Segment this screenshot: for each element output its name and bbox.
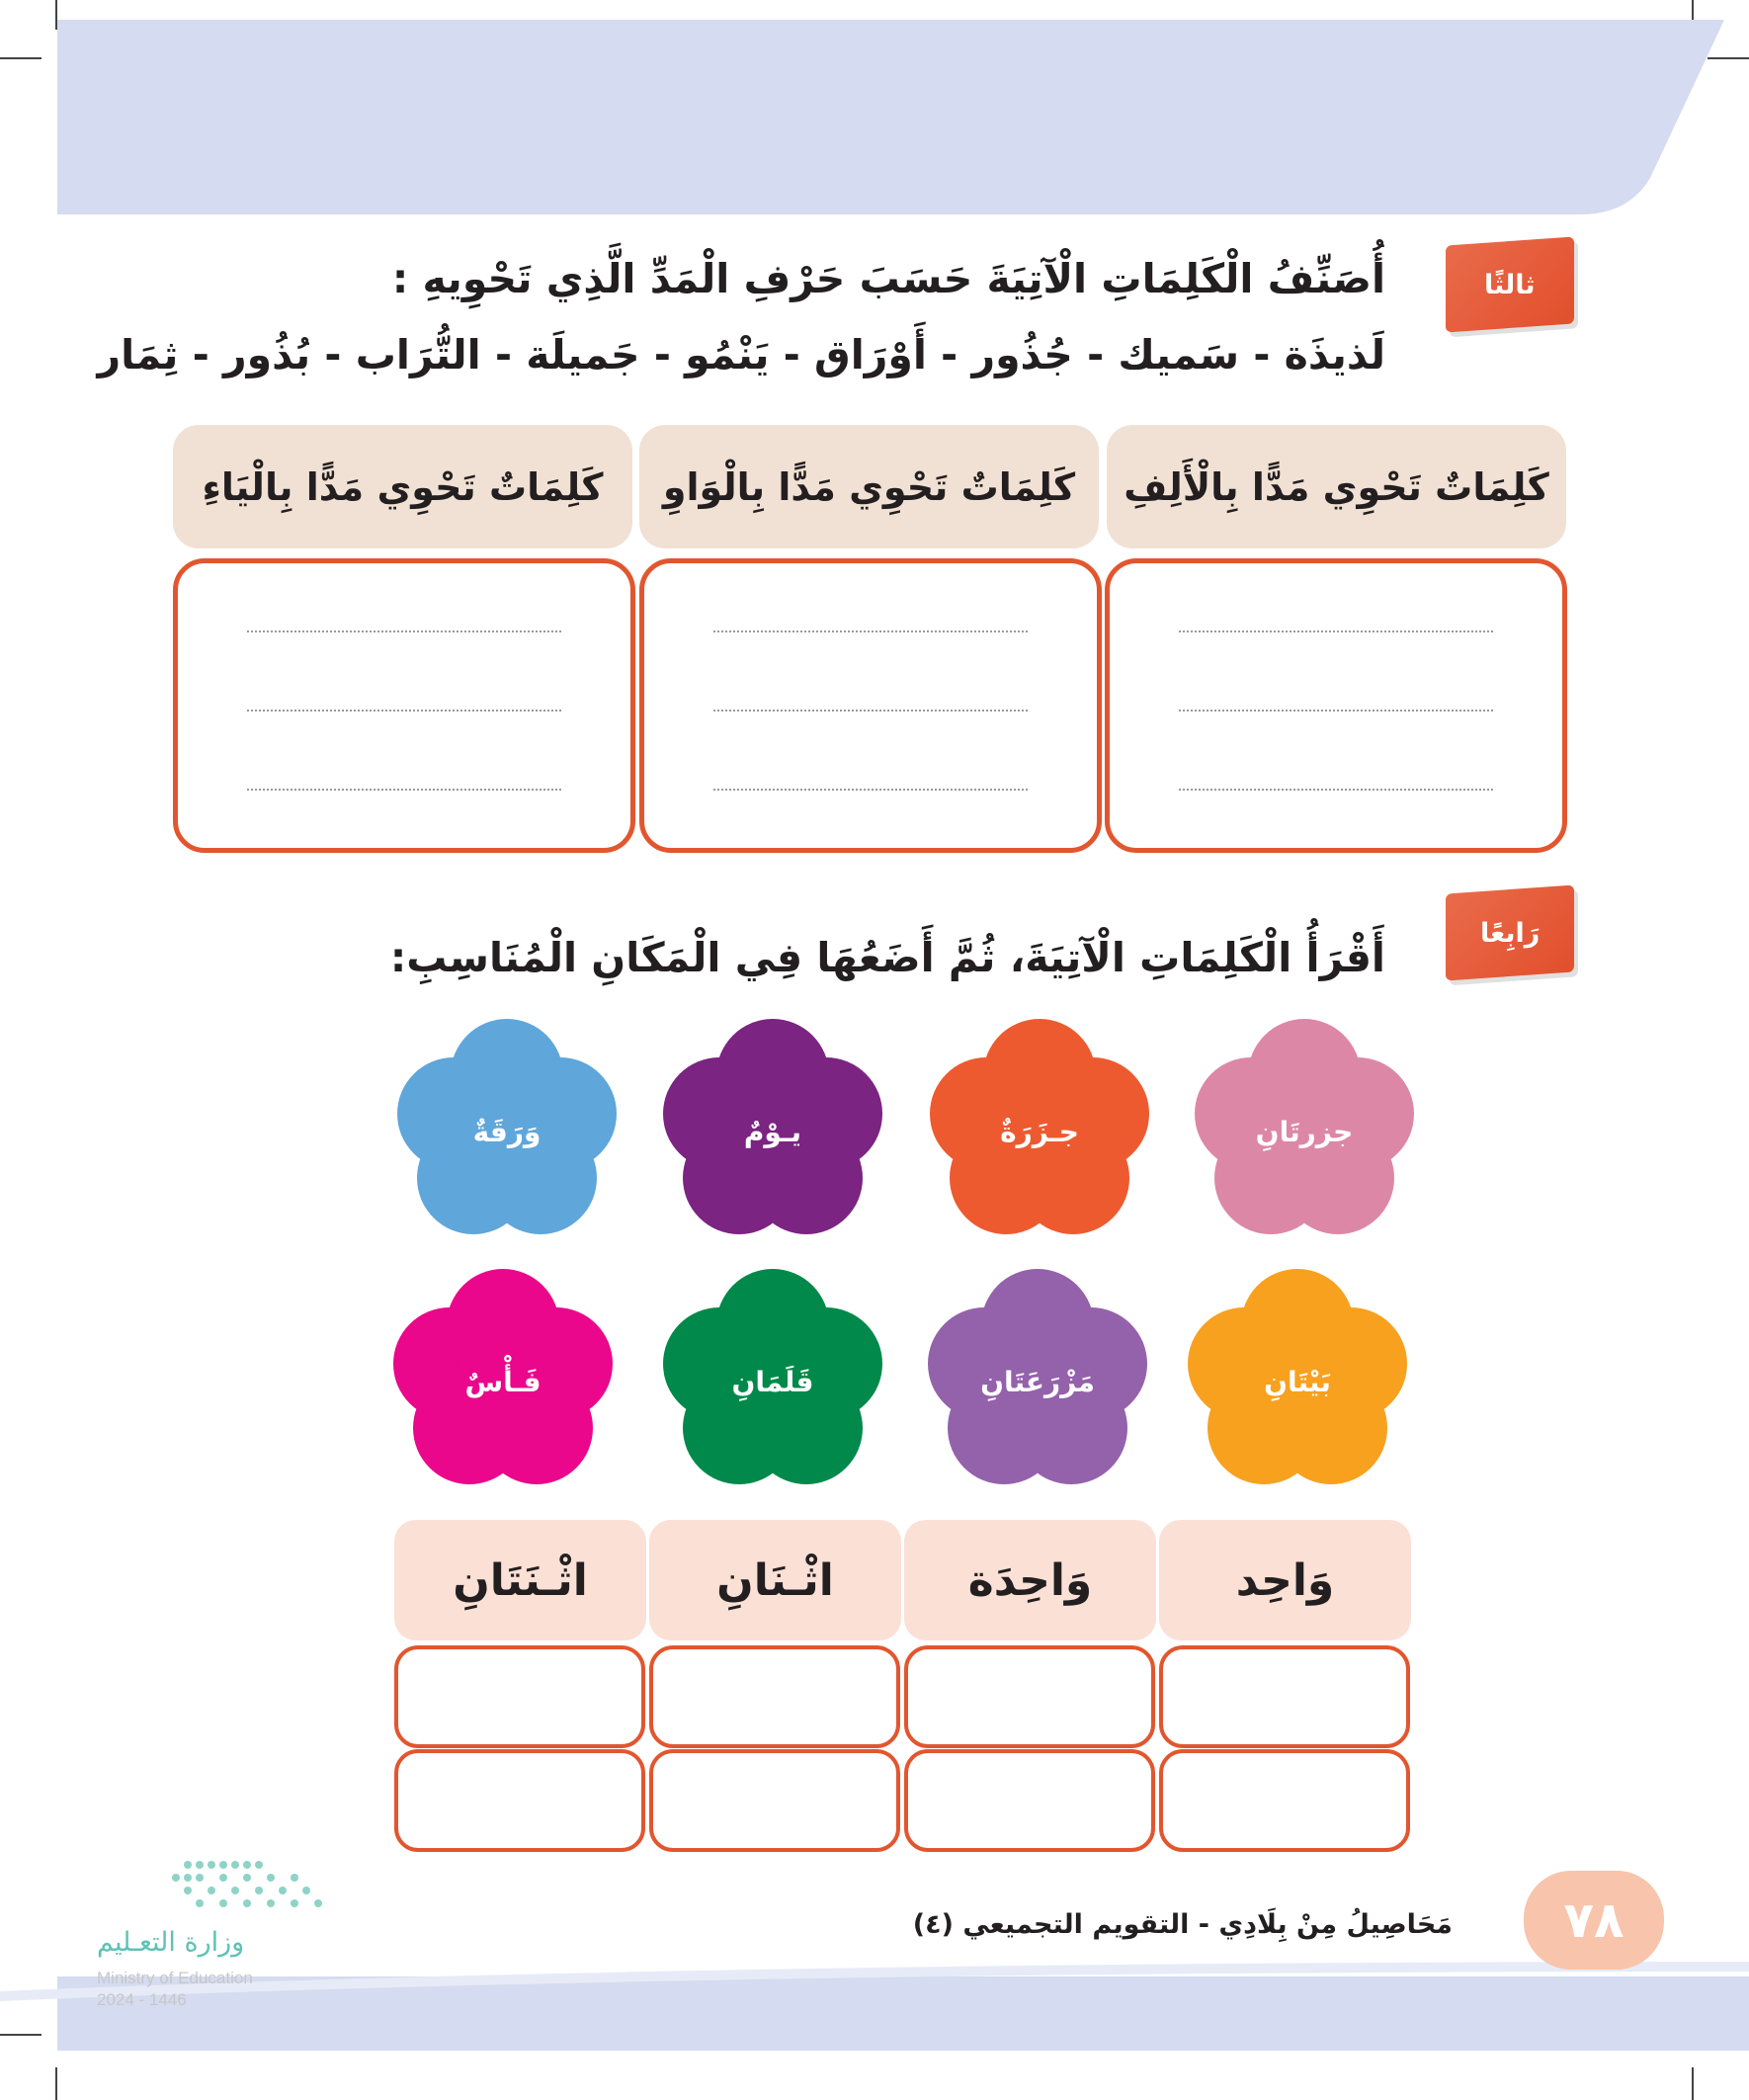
flower-card[interactable]	[659, 1018, 886, 1245]
section-fourth-instruction: أَقْرَأُ الْكَلِمَاتِ الْآتِيَةَ، ثُمَّ أَضَعُهَا فِي الْمَكَانِ الْمُنَاسِبِ:	[389, 934, 1385, 981]
answer-cell[interactable]	[904, 1645, 1155, 1748]
ministry-name-arabic: وزارة التعـليم	[97, 1927, 245, 1958]
column-header-alif: كَلِمَاتٌ تَحْوِي مَدًّا بِالْأَلِفِ	[1107, 425, 1566, 548]
crop-mark	[55, 2067, 57, 2100]
answer-box-yaa[interactable]	[173, 558, 635, 853]
column-header-feminine-two: اثْـنَتَانِ	[394, 1520, 646, 1640]
section-tag-fourth: رَابِعًا	[1446, 884, 1574, 980]
column-header-masculine-one: وَاحِد	[1159, 1520, 1411, 1640]
header-band	[0, 0, 1749, 227]
ministry-name-english: Ministry of Education	[97, 1969, 253, 1987]
ministry-logo-icon	[94, 1858, 351, 1927]
answer-cell[interactable]	[1159, 1749, 1410, 1852]
answer-cell[interactable]	[904, 1749, 1155, 1852]
flower-word: جزرتَانِ	[1255, 1115, 1354, 1148]
flower-word: جـزَرَةٌ	[1000, 1115, 1079, 1148]
word-list: لَذيذَة - سَميك - جُذُور - أَوْرَاق - يَنْمُو - جَميلَة - التُّرَاب - بُذُور - ثِمَار	[97, 331, 1385, 378]
column-header-waw: كَلِمَاتٌ تَحْوِي مَدًّا بِالْوَاوِ	[639, 425, 1099, 548]
column-header-feminine-one: وَاحِدَة	[904, 1520, 1156, 1640]
flower-word: فَـأْسٌ	[464, 1365, 541, 1398]
flower-card[interactable]	[659, 1268, 886, 1495]
answer-cell[interactable]	[1159, 1645, 1410, 1748]
flower-card[interactable]	[1191, 1018, 1418, 1245]
flower-card[interactable]	[389, 1268, 617, 1495]
answer-box-alif[interactable]	[1105, 558, 1567, 853]
flower-word: مَزْرَعَتَانِ	[980, 1365, 1095, 1398]
flower-word: يـوْمٌ	[743, 1115, 802, 1148]
answer-cell[interactable]	[649, 1749, 900, 1852]
footer-title: مَحَاصِيلُ مِنْ بِلَادِي - التقويم التجميعي (٤)	[912, 1909, 1453, 1940]
section-third-instruction: أُصَنِّفُ الْكَلِمَاتِ الْآتِيَةَ حَسَبَ حَرْفِ الْمَدِّ الَّذِي تَحْوِيهِ :	[391, 255, 1385, 302]
crop-mark	[1692, 2067, 1694, 2100]
answer-box-waw[interactable]	[639, 558, 1102, 853]
answer-cell[interactable]	[394, 1645, 645, 1748]
flower-card[interactable]	[1184, 1268, 1411, 1495]
page-number: ٧٨	[1524, 1871, 1664, 1970]
flower-card[interactable]	[926, 1018, 1153, 1245]
section-tag-third: ثالثًا	[1446, 236, 1574, 332]
answer-cell[interactable]	[649, 1645, 900, 1748]
answer-cell[interactable]	[394, 1749, 645, 1852]
flower-card[interactable]	[393, 1018, 621, 1245]
flower-card[interactable]	[924, 1268, 1151, 1495]
edition-year: 2024 - 1446	[97, 1990, 187, 2009]
flower-word: بَيْتَانِ	[1264, 1365, 1331, 1398]
flower-word: وَرَقَةٌ	[472, 1115, 541, 1148]
column-header-yaa: كَلِمَاتٌ تَحْوِي مَدًّا بِالْيَاءِ	[173, 425, 632, 548]
column-header-masculine-two: اثْـنَانِ	[649, 1520, 901, 1640]
flower-word: قَلَمَانِ	[731, 1365, 814, 1398]
